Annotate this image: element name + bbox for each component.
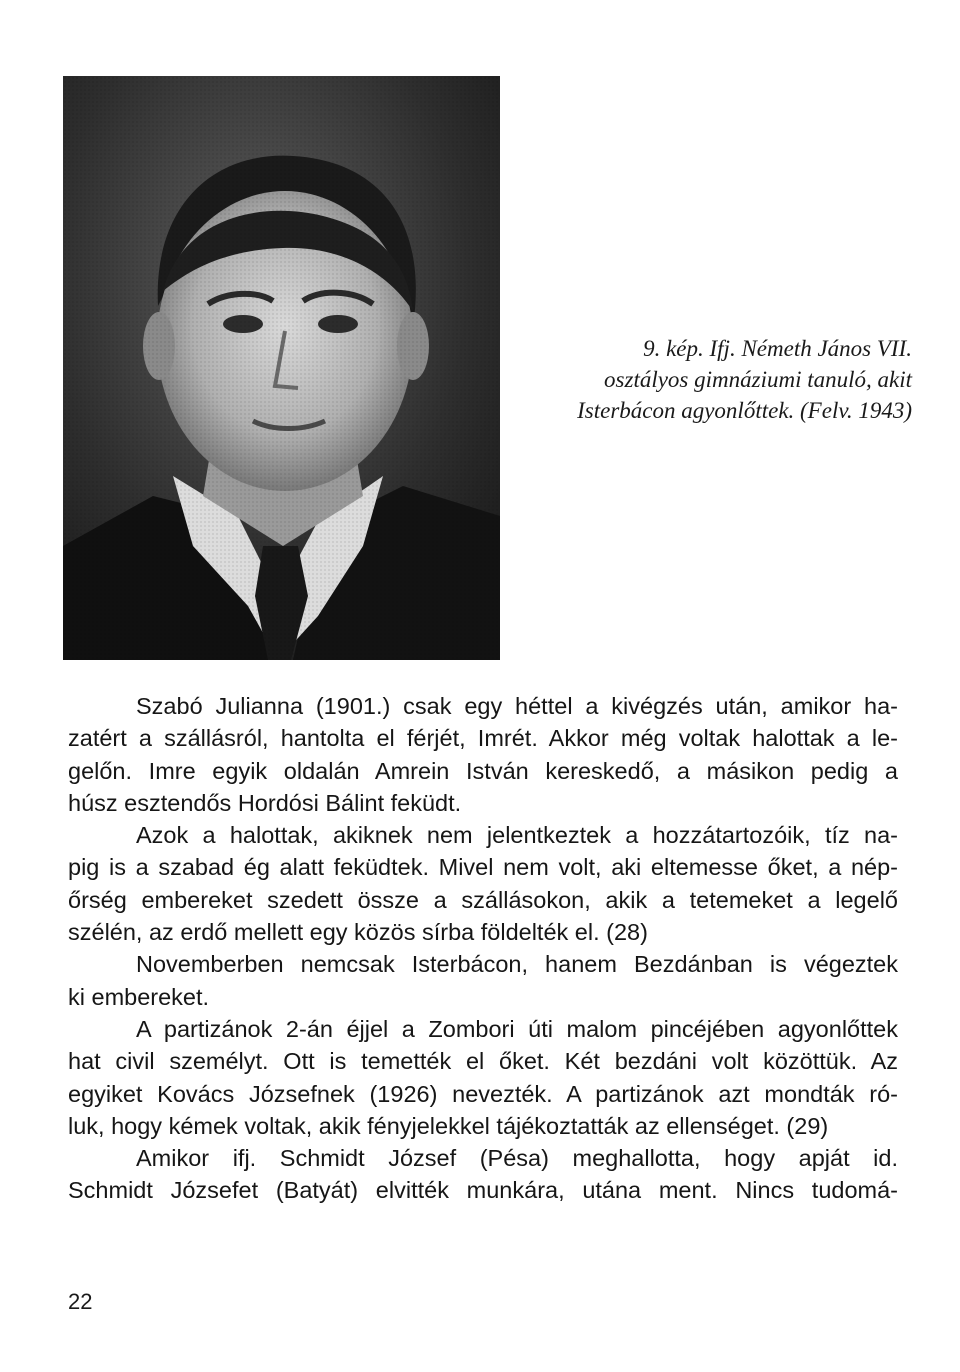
paragraph-line: gelőn. Imre egyik oldalán Amrein István kereskedő, a másikon pedig a [68, 757, 898, 784]
portrait-photo [63, 76, 500, 660]
portrait-image [63, 76, 500, 660]
paragraph-line: pig is a szabad ég alatt feküdtek. Mivel nem volt, aki eltemesse őket, a nép- [68, 854, 898, 881]
paragraph-line: egyiket Kovács Józsefnek (1926) nevezték. A partizánok azt mondták ró- [68, 1080, 898, 1107]
caption-line: 9. kép. Ifj. Németh János VII. [643, 336, 912, 361]
paragraph-line: ki embereket. [68, 983, 210, 1010]
paragraph-line: húsz esztendős Hordósi Bálint feküdt. [68, 789, 462, 816]
paragraph-line: A partizánok 2-án éjjel a Zombori úti malom pincéjében agyonlőttek [136, 1015, 898, 1042]
paragraph-line: Novemberben nemcsak Isterbácon, hanem Bezdánban is végeztek [136, 951, 898, 978]
paragraph-line: hat civil személyt. Ott is temették el őket. Két bezdáni volt közöttük. Az [68, 1048, 898, 1075]
paragraph-line: őrség embereket szedett össze a szállásokon, akik a tetemeket a legelő [68, 886, 898, 913]
paragraph-line: szélén, az erdő mellett egy közös sírba földelték el. (28) [68, 919, 648, 946]
page-number: 22 [68, 1289, 93, 1314]
paragraph-line: luk, hogy kémek voltak, akik fényjelekkel tájékoztatták az ellenséget. (29) [68, 1112, 829, 1139]
caption-line: Isterbácon agyonlőttek. (Felv. 1943) [577, 398, 912, 423]
paragraph-line: Schmidt Józsefet (Batyát) elvitték munkára, utána ment. Nincs tudomá- [68, 1177, 898, 1204]
photo-caption [512, 333, 912, 426]
paragraph-line: Azok a halottak, akiknek nem jelentkeztek a hozzátartozóik, tíz na- [136, 822, 898, 849]
paragraph-line: zatért a szállásról, hantolta el férjét, Imrét. Akkor még voltak halottak a le- [68, 725, 898, 752]
paragraph-line: Amikor ifj. Schmidt József (Pésa) meghallotta, hogy apját id. [136, 1145, 898, 1172]
body-text [68, 690, 898, 1207]
caption-line: osztályos gimnáziumi tanuló, akit [604, 367, 912, 392]
paragraph-line: Szabó Julianna (1901.) csak egy héttel a kivégzés után, amikor ha- [136, 693, 898, 719]
